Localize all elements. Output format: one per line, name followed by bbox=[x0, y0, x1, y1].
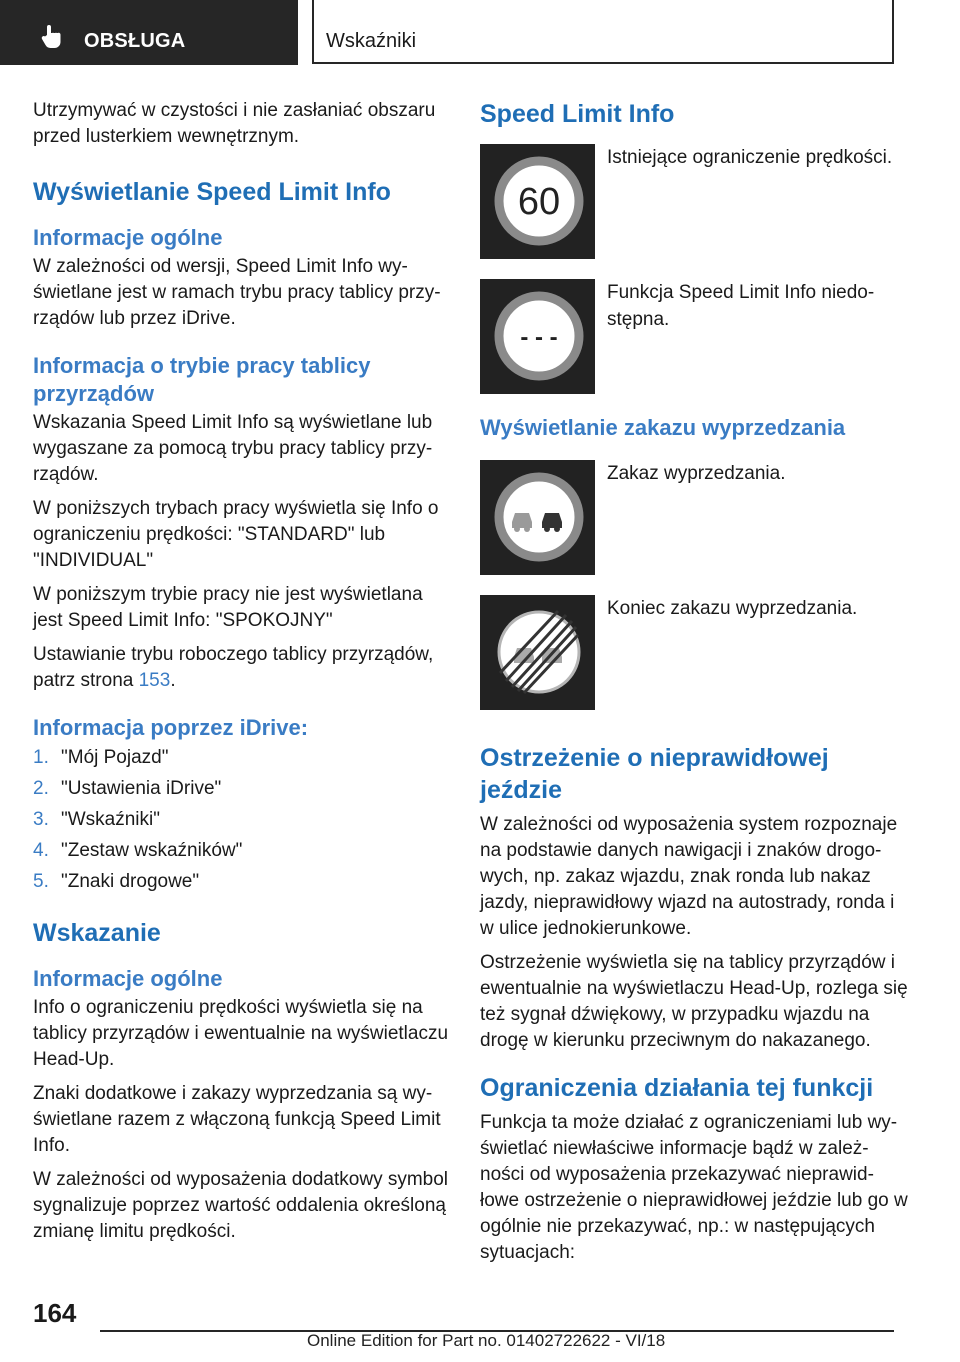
hand-pointer-icon bbox=[38, 22, 66, 50]
list-item bbox=[33, 835, 451, 866]
speed-limit-unavailable-icon bbox=[480, 279, 595, 394]
section-tab bbox=[0, 0, 298, 65]
heading-general-info-2: Informacje ogólne bbox=[33, 966, 223, 991]
sign-row-dash bbox=[480, 279, 910, 396]
step-text: "Znaki drogowe" bbox=[61, 871, 200, 892]
heading-indication: Wskazanie bbox=[33, 919, 161, 947]
paragraph-indication-2: Znaki dodatkowe i zakazy wyprzedzania są wy-świetlane razem z włączoną funkcją Speed Limit Info. bbox=[33, 1083, 441, 1156]
sign-overtake-description: Zakaz wyprzedzania. bbox=[607, 463, 786, 484]
sign-value-dash: - - - bbox=[520, 324, 558, 351]
edition-text: Online Edition for Part no. 01402722622 - VI/18 bbox=[307, 1331, 666, 1350]
paragraph-indication-1: Info o ograniczeniu prędkości wyświetla się na tablicy przyrządów i ewentualnie na wyświetlaczu Head-Up. bbox=[33, 997, 449, 1070]
sign-dash-description: Funkcja Speed Limit Info niedo-stępna. bbox=[607, 282, 875, 330]
sign-end-overtake-description: Koniec zakazu wyprzedzania. bbox=[607, 598, 858, 619]
section-label: OBSŁUGA bbox=[84, 30, 186, 52]
heading-speed-limit-info: Speed Limit Info bbox=[480, 100, 675, 128]
page-topic-label: Wskaźniki bbox=[326, 30, 417, 52]
paragraph-wrong-way-2: Ostrzeżenie wyświetla się na tablicy przyrządów i ewentualnie na wyświetlaczu Head-Up, rozlega się też sygnał dźwiękowy, w przypadku wjazdu na drogę w kierunku przeciwnym do nakazanego. bbox=[480, 952, 908, 1051]
sign-value-60: 60 bbox=[517, 181, 561, 223]
speed-limit-sign-icon bbox=[480, 144, 595, 259]
left-column bbox=[33, 98, 451, 1253]
heading-mode-info: Informacja o trybie pracy tablicy przyrządów bbox=[33, 353, 371, 406]
step-number: 3. bbox=[33, 809, 49, 830]
end-no-overtaking-image bbox=[480, 595, 595, 710]
sign-60-description: Istniejące ograniczenie prędkości. bbox=[607, 147, 893, 168]
intro-paragraph: Utrzymywać w czystości i nie zasłaniać obszaru przed lusterkiem wewnętrznym. bbox=[33, 100, 436, 147]
step-text: "Zestaw wskaźników" bbox=[61, 840, 243, 861]
paragraph-mode-4-text: Ustawianie trybu roboczego tablicy przyrządów, patrz strona bbox=[33, 644, 434, 691]
end-no-overtaking-icon bbox=[480, 595, 595, 710]
list-item bbox=[33, 866, 451, 897]
idrive-steps-list bbox=[33, 742, 451, 897]
speed-limit-unavailable-image bbox=[480, 279, 595, 394]
page-link-153[interactable]: 153 bbox=[138, 670, 171, 691]
paragraph-mode-4-end: . bbox=[170, 670, 176, 691]
heading-function-limits: Ograniczenia działania tej funkcji bbox=[480, 1074, 874, 1102]
no-overtaking-image bbox=[480, 460, 595, 575]
step-number: 1. bbox=[33, 747, 49, 768]
step-number: 2. bbox=[33, 778, 49, 799]
no-overtaking-icon bbox=[480, 460, 595, 575]
list-item bbox=[33, 804, 451, 835]
step-number: 5. bbox=[33, 871, 49, 892]
paragraph-mode-2: W poniższych trybach pracy wyświetla się Info o ograniczeniu prędkości: "STANDARD" lub "INDIVIDUAL" bbox=[33, 498, 439, 571]
sign-row-end-overtake bbox=[480, 595, 910, 712]
step-text: "Wskaźniki" bbox=[61, 809, 160, 830]
right-column bbox=[480, 98, 910, 1274]
page-topic-tab bbox=[312, 0, 894, 64]
heading-general-info-1: Informacje ogólne bbox=[33, 225, 223, 250]
list-item bbox=[33, 742, 451, 773]
step-number: 4. bbox=[33, 840, 49, 861]
heading-overtake-display: Wyświetlanie zakazu wyprzedzania bbox=[480, 415, 846, 440]
heading-display-sli: Wyświetlanie Speed Limit Info bbox=[33, 178, 391, 206]
step-text: "Ustawienia iDrive" bbox=[61, 778, 222, 799]
paragraph-indication-3: W zależności od wyposażenia dodatkowy symbol sygnalizuje poprzez wartość oddalenia określoną zmianę limitu prędkości. bbox=[33, 1169, 449, 1242]
sign-row-60 bbox=[480, 144, 910, 261]
speed-limit-60-image bbox=[480, 144, 595, 259]
paragraph-limits-1: Funkcja ta może działać z ograniczeniami lub wy-świetlać niewłaściwe informacje bądź w zależ-ności od wyposażenia przekazywać nieprawid-łowe ostrzeżenie o nieprawidłowej jeździe lub go w ogólnie nie przekazywać, np.: w następujących sytuacjach: bbox=[480, 1112, 908, 1263]
step-text: "Mój Pojazd" bbox=[61, 747, 169, 768]
page-header bbox=[0, 0, 960, 66]
paragraph-mode-4 bbox=[33, 642, 451, 694]
heading-wrong-way-warning: Ostrzeżenie o nieprawidłowej jeździe bbox=[480, 744, 829, 804]
paragraph-mode-1: Wskazania Speed Limit Info są wyświetlane lub wygaszane za pomocą trybu pracy tablicy przy-rządów. bbox=[33, 412, 433, 485]
paragraph-mode-3: W poniższym trybie pracy nie jest wyświetlana jest Speed Limit Info: "SPOKOJNY" bbox=[33, 584, 423, 631]
paragraph-general-1: W zależności od wersji, Speed Limit Info wy-świetlane jest w ramach trybu pracy tablicy przy-rządów lub przez iDrive. bbox=[33, 256, 441, 329]
paragraph-wrong-way-1: W zależności od wyposażenia system rozpoznaje na podstawie danych nawigacji i znaków drogo-wych, np. zakaz wjazdu, znak ronda lub nakaz jazdy, nieprawidłowy wjazd na autostrady, ronda i w ulice jednokierunkowe. bbox=[480, 814, 898, 939]
sign-row-overtake bbox=[480, 460, 910, 577]
page-number: 164 bbox=[33, 1298, 77, 1328]
list-item bbox=[33, 773, 451, 804]
heading-idrive-info: Informacja poprzez iDrive: bbox=[33, 715, 309, 740]
